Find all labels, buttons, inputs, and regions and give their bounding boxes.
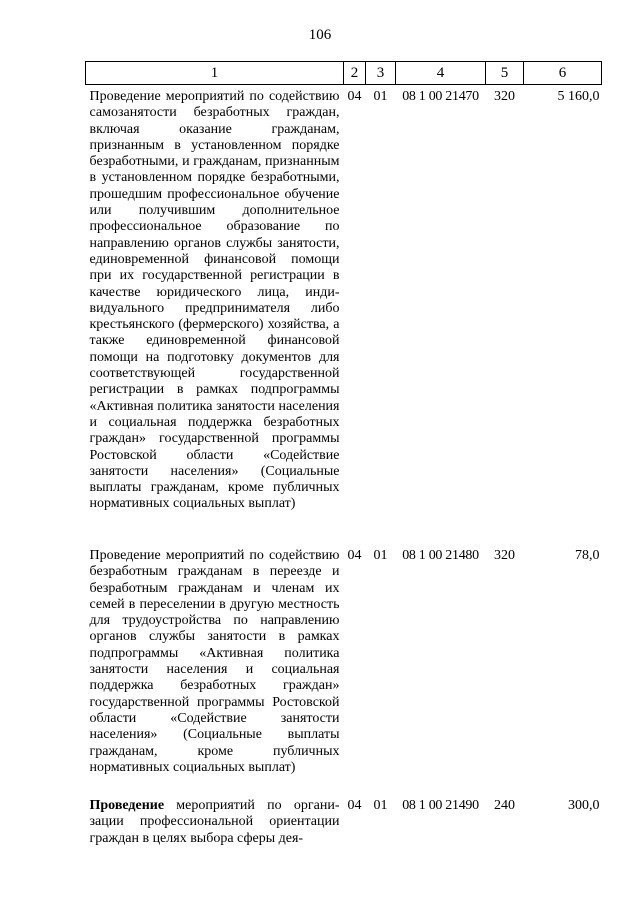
row-amount: 5 160,0	[557, 89, 600, 104]
table-row	[86, 794, 602, 847]
row-amount: 300,0	[568, 798, 600, 813]
row-target-article: 08 1 00 21490	[402, 798, 479, 813]
header-col-6: 6	[524, 62, 602, 85]
page-number: 106	[308, 27, 332, 43]
table-header-row	[86, 62, 602, 85]
row-amount: 78,0	[575, 548, 600, 563]
row-target-article: 08 1 00 21470	[402, 89, 479, 104]
row-description: Проведение мероприятий по содействию безработным гражданам в переезде и безработным гражданам и членам их семей в переселении в другую местность для трудоустройства по направлению органов службы занятости в рамках подпрограммы «Активная политика занятости населения и социальная поддержка безработных граждан» государственной программы Ростовской области «Содействие занятости населения» (Социальные выплаты гражданам, кроме публичных нормативных социальных выплат)	[89, 548, 340, 775]
row-target-article: 08 1 00 21480	[402, 548, 479, 563]
row-section-code: 04	[347, 89, 362, 104]
header-col-3: 3	[366, 62, 396, 85]
header-col-1: 1	[86, 62, 344, 85]
row-description	[86, 794, 344, 847]
row-description-rest: мероприятий по организации профессиональной ориентации граждан в целях выбора сферы дея-	[89, 798, 340, 846]
row-subsection-code: 01	[373, 548, 388, 563]
row-expense-type: 320	[494, 548, 515, 563]
budget-table	[85, 61, 602, 847]
header-col-4: 4	[396, 62, 486, 85]
header-col-5: 5	[486, 62, 524, 85]
table-row	[86, 544, 602, 794]
row-description-bold: Проведение	[89, 798, 165, 813]
row-section-code: 04	[347, 548, 362, 563]
row-expense-type: 240	[494, 798, 515, 813]
table-row	[86, 85, 602, 545]
row-expense-type: 320	[494, 89, 515, 104]
header-col-2: 2	[344, 62, 366, 85]
row-section-code: 04	[347, 798, 362, 813]
row-subsection-code: 01	[373, 798, 388, 813]
row-description: Проведение мероприятий по содействию самозанятости безработных граждан, включая оказание гражданам, признанным в установленном порядке безработными, и гражданам, признанным в установленном порядке безработными, прошедшим профессиональное обучение или получившим дополнительное профессиональное образование по направлению органов службы занятости, единовременной финансовой помощи при их государственной регистрации в качестве юридического лица, индивидуального предпринимателя либо крестьянского (фермерского) хозяйства, а также единовременной финансовой помощи на подготовку документов для соответствующей государственной регистрации в рамках подпрограммы «Активная политика занятости населения и социальная поддержка безработных граждан» государственной программы Ростовской области «Содействие занятости населения» (Социальные выплаты гражданам, кроме публичных нормативных социальных выплат)	[89, 89, 340, 512]
row-subsection-code: 01	[373, 89, 388, 104]
